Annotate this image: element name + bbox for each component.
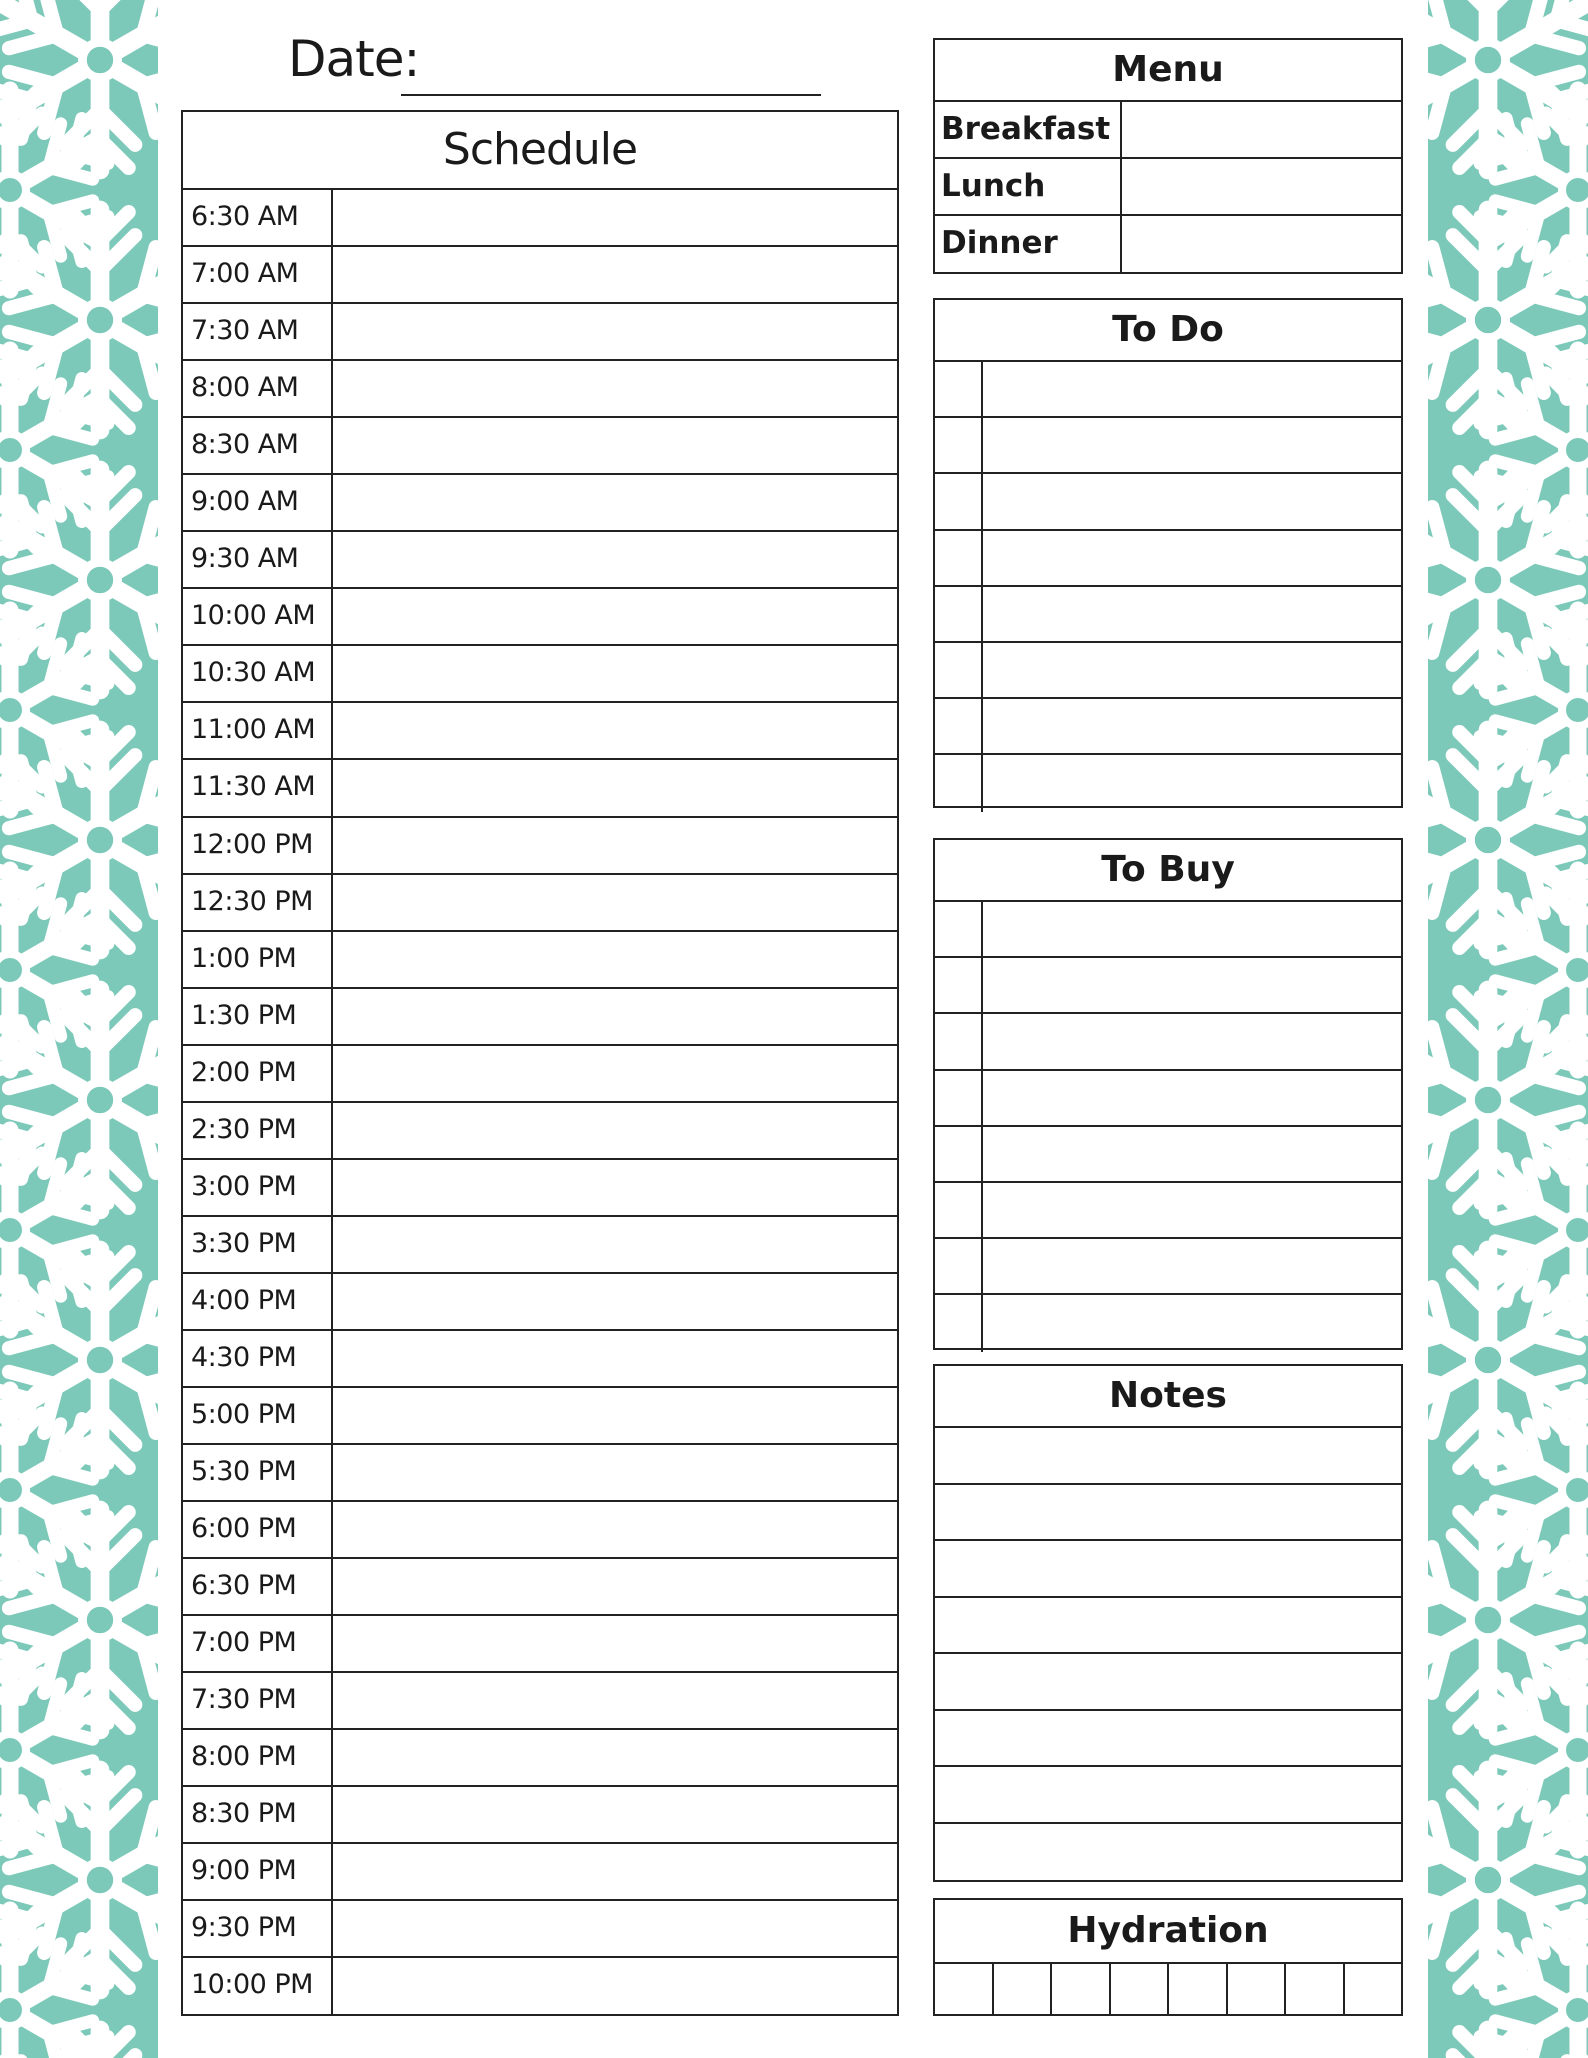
schedule-entry-field[interactable] — [333, 760, 897, 815]
menu-panel — [933, 38, 1403, 274]
time-label: 8:00 PM — [183, 1730, 333, 1785]
meal-label: Dinner — [935, 216, 1122, 273]
meal-entry-field[interactable] — [1122, 159, 1401, 214]
time-label: 4:30 PM — [183, 1331, 333, 1386]
left-snowflake-border — [0, 0, 158, 2058]
todo-entry-field[interactable] — [983, 643, 1401, 697]
schedule-row — [183, 1616, 897, 1673]
water-cup-checkbox[interactable] — [1169, 1964, 1228, 2015]
schedule-entry-field[interactable] — [333, 932, 897, 987]
schedule-entry-field[interactable] — [333, 475, 897, 530]
schedule-entry-field[interactable] — [333, 1901, 897, 1956]
tobuy-title: To Buy — [935, 840, 1401, 902]
tobuy-checkbox[interactable] — [935, 1127, 983, 1181]
water-cup-checkbox[interactable] — [1228, 1964, 1287, 2015]
time-label: 7:30 PM — [183, 1673, 333, 1728]
menu-row — [935, 102, 1401, 159]
schedule-row — [183, 1217, 897, 1274]
schedule-entry-field[interactable] — [333, 1958, 897, 2015]
schedule-entry-field[interactable] — [333, 818, 897, 873]
schedule-title: Schedule — [183, 112, 897, 190]
tobuy-entry-field[interactable] — [983, 1127, 1401, 1181]
todo-panel — [933, 298, 1403, 808]
notes-panel — [933, 1364, 1403, 1882]
schedule-row — [183, 304, 897, 361]
hydration-cups — [935, 1964, 1401, 2015]
schedule-row — [183, 646, 897, 703]
schedule-entry-field[interactable] — [333, 989, 897, 1044]
todo-entry-field[interactable] — [983, 531, 1401, 585]
schedule-row — [183, 1388, 897, 1445]
schedule-entry-field[interactable] — [333, 418, 897, 473]
todo-title: To Do — [935, 300, 1401, 362]
schedule-row — [183, 532, 897, 589]
schedule-row — [183, 247, 897, 304]
schedule-entry-field[interactable] — [333, 1502, 897, 1557]
schedule-entry-field[interactable] — [333, 1103, 897, 1158]
todo-row — [935, 643, 1401, 699]
schedule-row — [183, 1274, 897, 1331]
todo-entry-field[interactable] — [983, 418, 1401, 472]
note-line[interactable] — [935, 1654, 1401, 1711]
time-label: 10:00 AM — [183, 589, 333, 644]
schedule-row — [183, 1103, 897, 1160]
todo-entry-field[interactable] — [983, 755, 1401, 811]
schedule-row — [183, 875, 897, 932]
tobuy-entry-field[interactable] — [983, 902, 1401, 956]
schedule-entry-field[interactable] — [333, 875, 897, 930]
schedule-row — [183, 1673, 897, 1730]
schedule-entry-field[interactable] — [333, 1445, 897, 1500]
time-label: 9:00 PM — [183, 1844, 333, 1899]
tobuy-row — [935, 958, 1401, 1014]
water-cup-checkbox[interactable] — [1286, 1964, 1345, 2015]
schedule-entry-field[interactable] — [333, 247, 897, 302]
time-label: 6:00 PM — [183, 1502, 333, 1557]
schedule-entry-field[interactable] — [333, 1217, 897, 1272]
schedule-entry-field[interactable] — [333, 532, 897, 587]
tobuy-entry-field[interactable] — [983, 1183, 1401, 1237]
schedule-row — [183, 703, 897, 760]
menu-row — [935, 159, 1401, 216]
time-label: 3:00 PM — [183, 1160, 333, 1215]
schedule-row — [183, 1787, 897, 1844]
meal-label: Lunch — [935, 159, 1122, 214]
todo-row — [935, 531, 1401, 587]
time-label: 10:30 AM — [183, 646, 333, 701]
todo-entry-field[interactable] — [983, 587, 1401, 641]
time-label: 6:30 AM — [183, 190, 333, 245]
time-label: 10:00 PM — [183, 1958, 333, 2015]
meal-entry-field[interactable] — [1122, 102, 1401, 157]
schedule-entry-field[interactable] — [333, 304, 897, 359]
schedule-entry-field[interactable] — [333, 1844, 897, 1899]
todo-checkbox[interactable] — [935, 418, 983, 472]
tobuy-row — [935, 902, 1401, 958]
todo-row — [935, 474, 1401, 530]
date-label: Date: — [288, 30, 420, 88]
time-label: 9:30 AM — [183, 532, 333, 587]
note-line[interactable] — [935, 1428, 1401, 1485]
schedule-entry-field[interactable] — [333, 1730, 897, 1785]
tobuy-rows — [935, 902, 1401, 1352]
schedule-entry-field[interactable] — [333, 1160, 897, 1215]
date-write-line[interactable] — [401, 94, 821, 96]
time-label: 9:00 AM — [183, 475, 333, 530]
time-label: 2:00 PM — [183, 1046, 333, 1101]
hydration-panel — [933, 1898, 1403, 2016]
schedule-row — [183, 361, 897, 418]
planner-page — [158, 0, 1428, 2058]
schedule-row — [183, 1958, 897, 2015]
time-label: 9:30 PM — [183, 1901, 333, 1956]
time-label: 4:00 PM — [183, 1274, 333, 1329]
todo-row — [935, 418, 1401, 474]
tobuy-checkbox[interactable] — [935, 1071, 983, 1125]
schedule-row — [183, 1844, 897, 1901]
hydration-title: Hydration — [935, 1900, 1401, 1964]
date-field[interactable] — [288, 30, 988, 110]
schedule-row — [183, 190, 897, 247]
note-line[interactable] — [935, 1541, 1401, 1598]
schedule-entry-field[interactable] — [333, 1274, 897, 1329]
time-label: 5:30 PM — [183, 1445, 333, 1500]
tobuy-checkbox[interactable] — [935, 1014, 983, 1068]
todo-checkbox[interactable] — [935, 755, 983, 811]
tobuy-checkbox[interactable] — [935, 1295, 983, 1351]
time-label: 12:30 PM — [183, 875, 333, 930]
schedule-row — [183, 1502, 897, 1559]
tobuy-checkbox[interactable] — [935, 1239, 983, 1293]
time-label: 7:00 PM — [183, 1616, 333, 1671]
note-line[interactable] — [935, 1485, 1401, 1542]
schedule-entry-field[interactable] — [333, 1787, 897, 1842]
tobuy-checkbox[interactable] — [935, 1183, 983, 1237]
schedule-row — [183, 1160, 897, 1217]
note-line[interactable] — [935, 1824, 1401, 1881]
water-cup-checkbox[interactable] — [935, 1964, 994, 2015]
schedule-row — [183, 1559, 897, 1616]
tobuy-row — [935, 1014, 1401, 1070]
todo-rows — [935, 362, 1401, 812]
note-line[interactable] — [935, 1711, 1401, 1768]
schedule-row — [183, 475, 897, 532]
menu-rows — [935, 102, 1401, 273]
todo-checkbox[interactable] — [935, 474, 983, 528]
menu-row — [935, 216, 1401, 273]
time-label: 11:00 AM — [183, 703, 333, 758]
schedule-row — [183, 589, 897, 646]
todo-checkbox[interactable] — [935, 587, 983, 641]
note-line[interactable] — [935, 1598, 1401, 1655]
schedule-entry-field[interactable] — [333, 703, 897, 758]
schedule-entry-field[interactable] — [333, 646, 897, 701]
note-line[interactable] — [935, 1767, 1401, 1824]
schedule-entry-field[interactable] — [333, 589, 897, 644]
notes-title: Notes — [935, 1366, 1401, 1428]
schedule-row — [183, 1445, 897, 1502]
time-label: 8:00 AM — [183, 361, 333, 416]
notes-rows — [935, 1428, 1401, 1880]
tobuy-row — [935, 1239, 1401, 1295]
schedule-row — [183, 1046, 897, 1103]
schedule-entry-field[interactable] — [333, 1673, 897, 1728]
tobuy-entry-field[interactable] — [983, 1239, 1401, 1293]
time-label: 11:30 AM — [183, 760, 333, 815]
todo-entry-field[interactable] — [983, 362, 1401, 416]
tobuy-entry-field[interactable] — [983, 1014, 1401, 1068]
water-cup-checkbox[interactable] — [1052, 1964, 1111, 2015]
menu-title: Menu — [935, 40, 1401, 102]
tobuy-panel — [933, 838, 1403, 1350]
tobuy-row — [935, 1071, 1401, 1127]
todo-entry-field[interactable] — [983, 474, 1401, 528]
schedule-entry-field[interactable] — [333, 1331, 897, 1386]
tobuy-checkbox[interactable] — [935, 902, 983, 956]
meal-entry-field[interactable] — [1122, 216, 1401, 273]
time-label: 12:00 PM — [183, 818, 333, 873]
time-label: 8:30 AM — [183, 418, 333, 473]
time-label: 2:30 PM — [183, 1103, 333, 1158]
time-label: 8:30 PM — [183, 1787, 333, 1842]
tobuy-entry-field[interactable] — [983, 958, 1401, 1012]
schedule-entry-field[interactable] — [333, 1388, 897, 1443]
schedule-row — [183, 1730, 897, 1787]
schedule-row — [183, 989, 897, 1046]
todo-row — [935, 587, 1401, 643]
schedule-entry-field[interactable] — [333, 190, 897, 245]
todo-checkbox[interactable] — [935, 643, 983, 697]
todo-checkbox[interactable] — [935, 699, 983, 753]
schedule-row — [183, 760, 897, 817]
schedule-entry-field[interactable] — [333, 1616, 897, 1671]
schedule-row — [183, 818, 897, 875]
time-label: 1:30 PM — [183, 989, 333, 1044]
schedule-entry-field[interactable] — [333, 1046, 897, 1101]
tobuy-row — [935, 1295, 1401, 1351]
schedule-row — [183, 1331, 897, 1388]
tobuy-row — [935, 1127, 1401, 1183]
schedule-row — [183, 932, 897, 989]
time-label: 1:00 PM — [183, 932, 333, 987]
todo-row — [935, 699, 1401, 755]
tobuy-entry-field[interactable] — [983, 1071, 1401, 1125]
right-snowflake-border — [1428, 0, 1588, 2058]
schedule-entry-field[interactable] — [333, 1559, 897, 1614]
time-label: 3:30 PM — [183, 1217, 333, 1272]
todo-checkbox[interactable] — [935, 362, 983, 416]
water-cup-checkbox[interactable] — [1345, 1964, 1402, 2015]
schedule-table — [181, 110, 899, 2016]
time-label: 5:00 PM — [183, 1388, 333, 1443]
snowflake-pattern — [0, 0, 158, 2058]
schedule-row — [183, 418, 897, 475]
todo-entry-field[interactable] — [983, 699, 1401, 753]
time-label: 6:30 PM — [183, 1559, 333, 1614]
time-label: 7:00 AM — [183, 247, 333, 302]
todo-row — [935, 362, 1401, 418]
time-label: 7:30 AM — [183, 304, 333, 359]
water-cup-checkbox[interactable] — [994, 1964, 1053, 2015]
tobuy-checkbox[interactable] — [935, 958, 983, 1012]
todo-row — [935, 755, 1401, 811]
schedule-entry-field[interactable] — [333, 361, 897, 416]
meal-label: Breakfast — [935, 102, 1122, 157]
schedule-row — [183, 1901, 897, 1958]
snowflake-pattern — [1428, 0, 1588, 2058]
water-cup-checkbox[interactable] — [1111, 1964, 1170, 2015]
todo-checkbox[interactable] — [935, 531, 983, 585]
tobuy-entry-field[interactable] — [983, 1295, 1401, 1351]
tobuy-row — [935, 1183, 1401, 1239]
schedule-rows — [183, 190, 897, 2016]
